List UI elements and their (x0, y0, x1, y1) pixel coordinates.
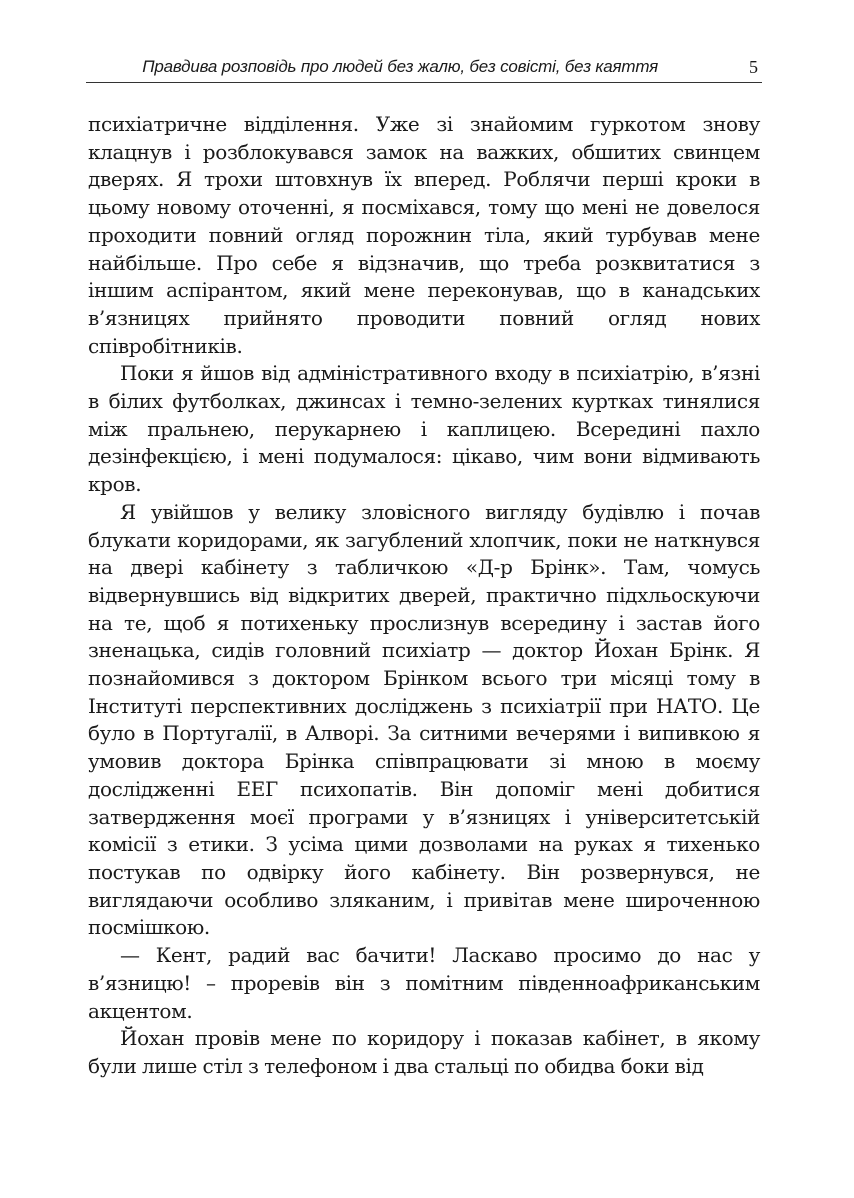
paragraph-5: Йохан провів мене по коридору і показав кабінет, в якому були лише стіл з телефоном і два стальці по обидва боки від (88, 1026, 760, 1078)
paragraph-1: психіатричне відділення. Уже зі знайомим гуркотом знову клацнув і розблокувався замок на важких, обшитих свинцем дверях. Я трохи штовхнув їх вперед. Роблячи перші кроки в цьому новому оточенні, я посміхався, тому що мені не довелося проходити повний огляд порожнин тіла, який турбував мене найбільше. Про себе я відзначив, що треба розквитатися з іншим аспірантом, який мене переконував, що в канадських в’язницях прийнято проводити повний огляд нових співробітників. (88, 112, 760, 358)
running-title: Правдива розповідь про людей без жалю, без совісті, без каяття (142, 57, 658, 76)
paragraph-4-dialogue: — Кент, радий вас бачити! Ласкаво просимо до нас у в’язницю! – проревів він з помітним південноафриканським акцентом. (88, 943, 760, 1023)
body-text (88, 111, 760, 1081)
page-number: 5 (749, 57, 758, 77)
paragraph-2: Поки я йшов від адміністративного входу в психіатрію, в’язні в білих футболках, джинсах і темно-зелених куртках тинялися між пральнею, перукарнею і каплицею. Всередині пахло дезінфекцією, і мені подумалося: цікаво, чим вони відмивають кров. (88, 361, 760, 497)
running-header (86, 54, 762, 83)
paragraph-3: Я увійшов у велику зловісного вигляду будівлю і почав блукати коридорами, як загублений хлопчик, поки не наткнувся на двері кабінету з табличкою «Д-р Брінк». Там, чомусь відвернувшись від відкритих дверей, практично підхльоскуючи на те, щоб я потихеньку прослизнув всередину і застав його зненацька, сидів головний психіатр — доктор Йохан Брінк. Я познайомився з доктором Брінком всього три місяці тому в Інституті перспективних досліджень з психіатрії при НАТО. Це було в Португалії, в Алворі. За ситними вечерями і випивкою я умовив доктора Брінка співпрацювати зі мною в моєму дослідженні ЕЕГ психопатів. Він допоміг мені добитися затвердження моєї програми у в’язницях і університетській комісії з етики. З усіма цими дозволами на руках я тихенько постукав по одвірку його кабінету. Він розвернувся, не виглядаючи особливо зляканим, і привітав мене широченною посмішкою. (88, 499, 760, 940)
